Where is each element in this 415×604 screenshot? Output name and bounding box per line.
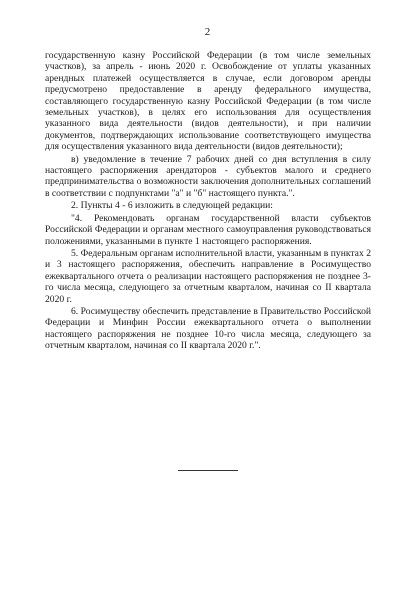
paragraph-point-5: 5. Федеральным органам исполнительной власти, указанным в пунктах 2 и 3 настоящего распоряжения, обеспечить направление в Росимущество ежеквартального отчета о реализации настоящего распоряжения не позднее 3-го числа месяца, следующего за отчетным кварталом, начиная со II квартала 2020 г. — [45, 247, 371, 305]
paragraph-point-4: "4. Рекомендовать органам государственной власти субъектов Российской Федерации и органам местного самоуправления руководствоваться положениями, указанными в пункте 1 настоящего распоряжения. — [45, 212, 371, 247]
paragraph-point-2: 2. Пункты 4 - 6 изложить в следующей редакции: — [71, 200, 273, 212]
document-body — [45, 50, 371, 353]
page-number: 2 — [204, 26, 211, 38]
paragraph-point-6: 6. Росимуществу обеспечить представление в Правительство Российской Федерации и Минфин России ежеквартального отчета о выполнении настоящего распоряжения не позднее 10-го числа месяца, следующего за отчетным кварталом, начиная со II квартала 2020 г.". — [45, 305, 371, 352]
closing-rule — [178, 470, 238, 471]
paragraph-item-v: в) уведомление в течение 7 рабочих дней со дня вступления в силу настоящего распоряжения арендаторов - субъектов малого и среднего предпринимательства о возможности заключения дополнительных соглашений в соответствии с подпунктами "а" и "б" настоящего пункта.". — [45, 153, 371, 199]
paragraph-continuation: государственную казну Российской Федерации (в том числе земельных участков), за апрель - июнь 2020 г. Освобождение от уплаты указанных арендных платежей осуществляется в случае, если договором аренды предусмотрено предоставление в аренду федерального имущества, составляющего государственную казну Российской Федерации (в том числе земельных участков), в целях его использования для осуществления указанного вида деятельности (видов деятельности), и при наличии документов, подтверждающих использование соответствующего имущества для осуществления указанного вида деятельности (видов деятельности); — [45, 50, 371, 153]
